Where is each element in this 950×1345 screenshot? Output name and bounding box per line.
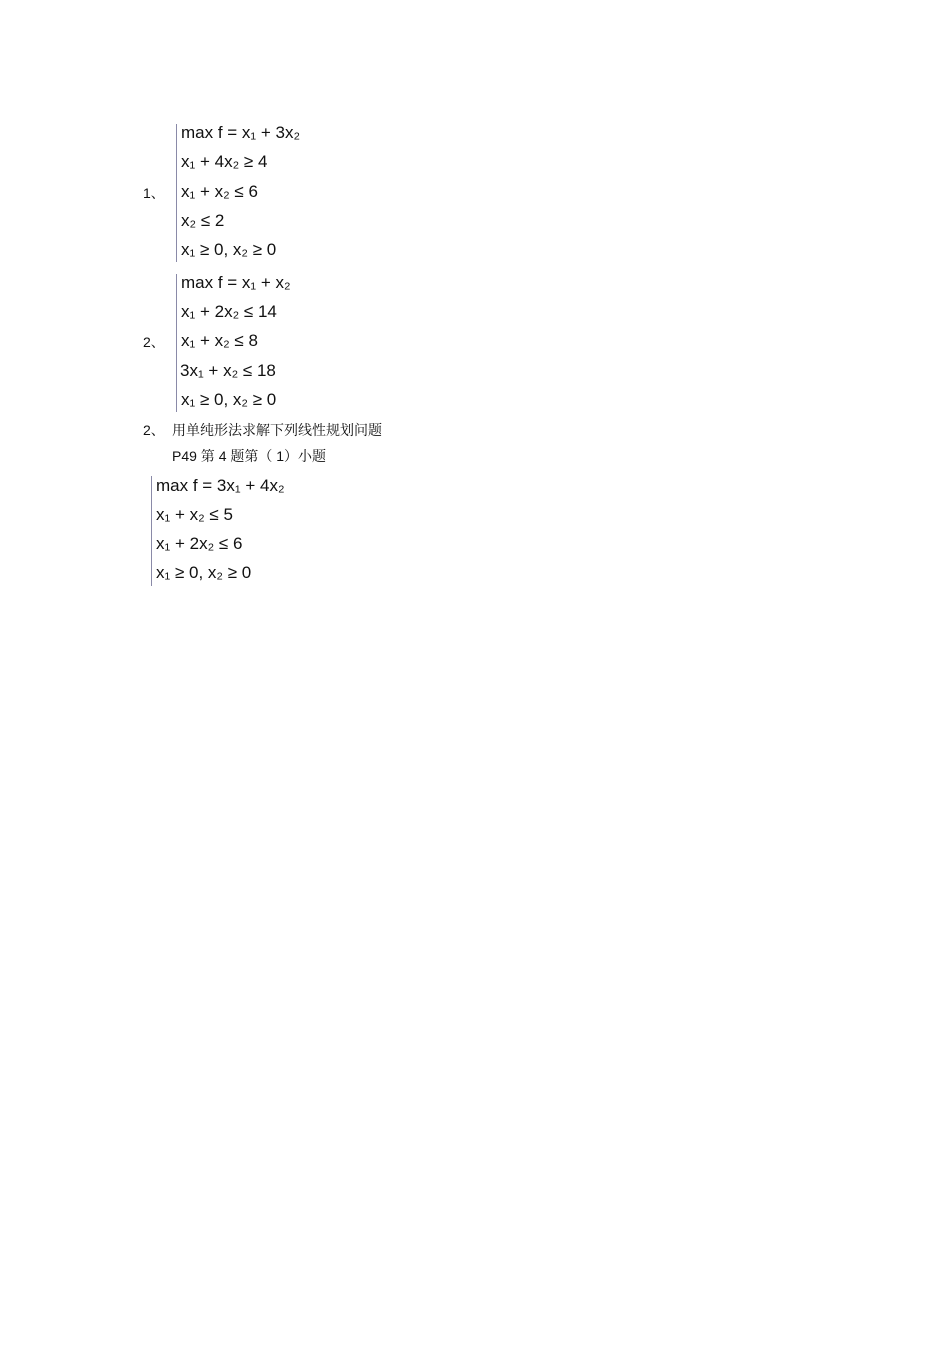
problem-2-constraint-3: 3x₁ + x₂ ≤ 18 [180,361,276,380]
problem-1-constraint-2: x₁ + x₂ ≤ 6 [181,182,258,201]
problem-3-constraint-1: x₁ + x₂ ≤ 5 [156,505,233,524]
problem-3-nonneg: x₁ ≥ 0, x₂ ≥ 0 [156,563,252,582]
problem-2-constraint-1: x₁ + 2x₂ ≤ 14 [181,302,277,321]
problem-2-brace [176,274,177,412]
problem-1-objective: max f = x₁ + 3x₂ [181,123,301,142]
section-2-title: 用单纯形法求解下列线性规划问题 [172,422,382,438]
problem-1-brace [176,124,177,262]
problem-1-label: 1、 [143,185,165,201]
problem-2-objective: max f = x₁ + x₂ [181,273,291,292]
problem-2-constraint-2: x₁ + x₂ ≤ 8 [181,331,258,350]
problem-3-constraint-2: x₁ + 2x₂ ≤ 6 [156,534,243,553]
problem-1-nonneg: x₁ ≥ 0, x₂ ≥ 0 [181,240,277,259]
problem-2-nonneg: x₁ ≥ 0, x₂ ≥ 0 [181,390,277,409]
problem-3-objective: max f = 3x₁ + 4x₂ [156,476,285,495]
problem-1-constraint-3: x₂ ≤ 2 [181,211,225,230]
section-2-label: 2、 [143,422,165,438]
problem-2-label: 2、 [143,334,165,350]
problem-1-constraint-1: x₁ + 4x₂ ≥ 4 [181,152,268,171]
section-2-subtitle: P49 第 4 题第（ 1）小题 [172,448,327,464]
problem-3-brace [151,476,152,586]
